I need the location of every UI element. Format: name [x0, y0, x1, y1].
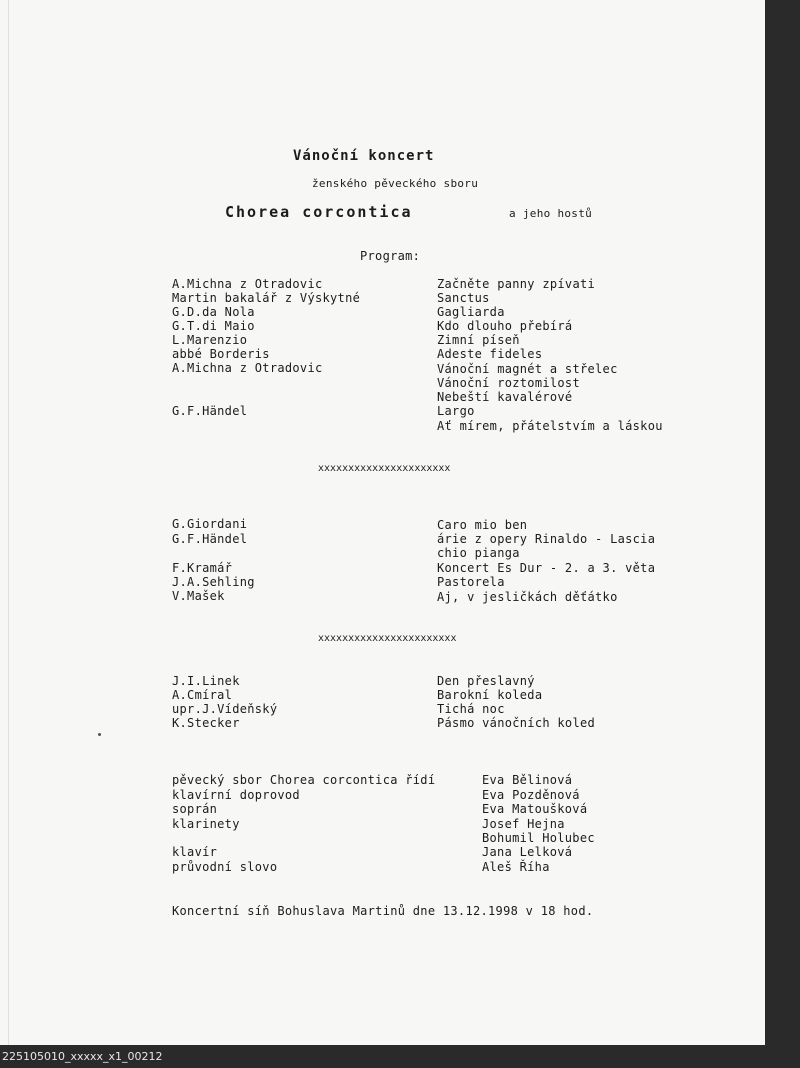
image-id-label: 225105010_xxxxx_x1_00212: [2, 1050, 163, 1063]
piece: Aj, v jesličkách děťátko: [437, 590, 618, 604]
composer: A.Michna z Otradovic: [172, 361, 323, 375]
performer-role: soprán: [172, 802, 218, 816]
composer: J.I.Linek: [172, 674, 240, 688]
composer: G.F.Händel: [172, 532, 248, 546]
piece: Vánoční magnét a střelec: [437, 362, 618, 376]
choir-suffix: a jeho hostů: [509, 207, 593, 220]
piece: Začněte panny zpívati: [437, 277, 596, 291]
piece: Vánoční roztomilost: [437, 376, 580, 390]
piece: Largo: [437, 404, 475, 418]
composer: abbé Borderis: [172, 347, 270, 361]
composer: L.Marenzio: [172, 333, 248, 347]
piece: Ať mírem, přátelstvím a láskou: [437, 419, 663, 433]
performer-name: Eva Matoušková: [482, 802, 588, 816]
piece: Caro mio ben: [437, 518, 528, 532]
performer-name: Aleš Říha: [482, 860, 550, 874]
venue-line: Koncertní síň Bohuslava Martinů dne 13.12.1998 v 18 hod.: [172, 904, 594, 918]
composer: Martin bakalář z Výskytné: [172, 291, 361, 305]
performer-role: klavír: [172, 845, 218, 859]
concert-title: Vánoční koncert: [293, 148, 435, 164]
paper-speck: [98, 733, 101, 736]
piece: Tichá noc: [437, 702, 505, 716]
performer-name: Jana Lelková: [482, 845, 573, 859]
composer: A.Cmíral: [172, 688, 233, 702]
piece: árie z opery Rinaldo - Lascia: [437, 532, 656, 546]
composer: K.Stecker: [172, 716, 240, 730]
composer: V.Mašek: [172, 589, 225, 603]
composer: G.T.di Maio: [172, 319, 255, 333]
piece: Zimní píseň: [437, 333, 520, 347]
composer: G.D.da Nola: [172, 305, 255, 319]
section-separator: xxxxxxxxxxxxxxxxxxxxxx: [318, 463, 451, 474]
piece: Nebeští kavalérové: [437, 390, 573, 404]
performer-name: Bohumil Holubec: [482, 831, 595, 845]
program-label: Program:: [360, 249, 421, 263]
performer-role: pěvecký sbor Chorea corcontica řídí: [172, 773, 436, 787]
piece: Den přeslavný: [437, 674, 535, 688]
performer-name: Josef Hejna: [482, 817, 565, 831]
composer: G.Giordani: [172, 517, 248, 531]
piece: chio pianga: [437, 546, 520, 560]
performer-role: klavírní doprovod: [172, 788, 300, 802]
composer: J.A.Sehling: [172, 575, 255, 589]
concert-subtitle: ženského pěveckého sboru: [312, 177, 479, 190]
piece: Pastorela: [437, 575, 505, 589]
piece: Barokní koleda: [437, 688, 543, 702]
composer: G.F.Händel: [172, 404, 248, 418]
piece: Kdo dlouho přebírá: [437, 319, 573, 333]
piece: Gagliarda: [437, 305, 505, 319]
composer: F.Kramář: [172, 561, 233, 575]
piece: Pásmo vánočních koled: [437, 716, 596, 730]
piece: Koncert Es Dur - 2. a 3. věta: [437, 561, 656, 575]
performer-name: Eva Pozděnová: [482, 788, 580, 802]
piece: Adeste fideles: [437, 347, 543, 361]
choir-name: Chorea corcontica: [225, 203, 413, 221]
piece: Sanctus: [437, 291, 490, 305]
performer-role: klarinety: [172, 817, 240, 831]
section-separator: xxxxxxxxxxxxxxxxxxxxxxx: [318, 633, 457, 644]
performer-role: průvodní slovo: [172, 860, 278, 874]
composer: upr.J.Vídeňský: [172, 702, 278, 716]
fold-line: [8, 0, 9, 1045]
composer: A.Michna z Otradovic: [172, 277, 323, 291]
performer-name: Eva Bělinová: [482, 773, 573, 787]
